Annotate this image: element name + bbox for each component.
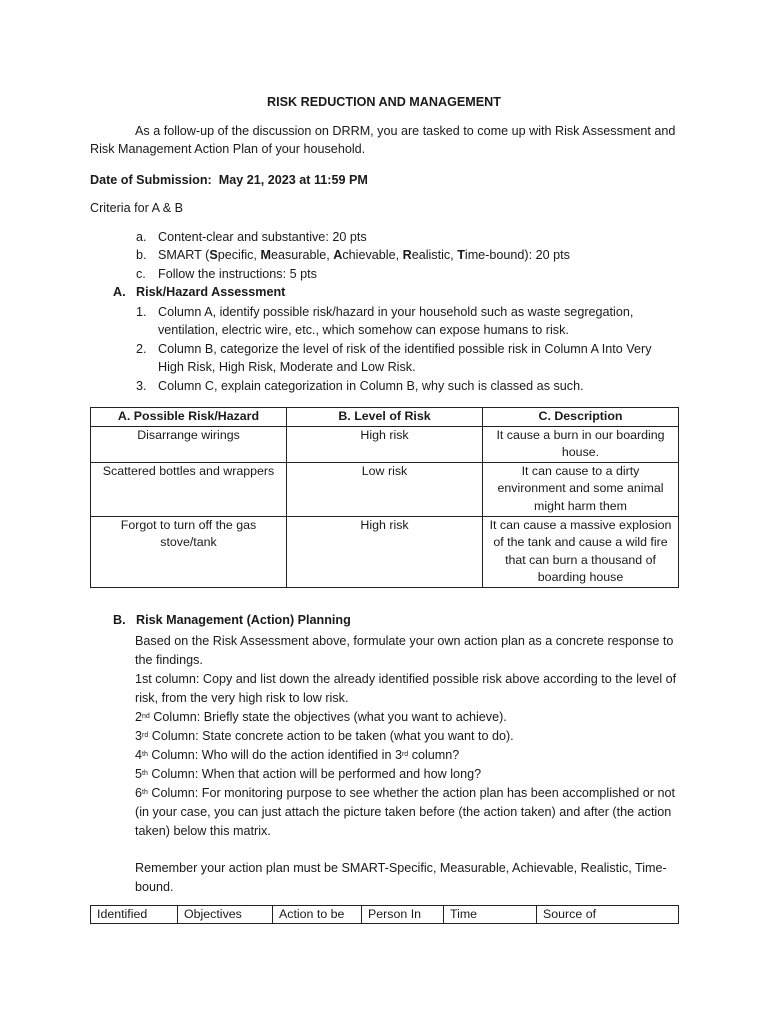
column-header-time: Time bbox=[444, 906, 537, 924]
column-5-instruction: 5th Column: When that action will be performed and how long? bbox=[135, 767, 482, 781]
instruction-item bbox=[136, 340, 678, 377]
action-plan-table bbox=[90, 905, 679, 924]
intro-paragraph: As a follow-up of the discussion on DRRM, you are tasked to come up with Risk Assessment and Risk Management Action Plan of your household. bbox=[90, 124, 676, 157]
paragraph-gap bbox=[135, 841, 680, 859]
submission-date-label: Date of Submission: bbox=[90, 173, 212, 187]
level-cell: Low risk bbox=[287, 462, 483, 516]
document-title: RISK REDUCTION AND MANAGEMENT bbox=[267, 95, 501, 109]
risk-assessment-table bbox=[90, 407, 679, 588]
criteria-item-text: SMART (Specific, Measurable, Achievable, Realistic, Time-bound): 20 pts bbox=[158, 248, 570, 263]
criteria-heading: Criteria for A & B bbox=[90, 201, 184, 215]
column-header-possible-risk: A. Possible Risk/Hazard bbox=[91, 408, 287, 427]
section-b-intro: Based on the Risk Assessment above, formulate your own action plan as a concrete response to the findings. bbox=[135, 634, 674, 667]
column-header-action: Action to be bbox=[273, 906, 362, 924]
column-2-instruction: 2nd Column: Briefly state the objectives (what you want to achieve). bbox=[135, 710, 507, 724]
instruction-item bbox=[136, 303, 678, 340]
instruction-text: Column C, explain categorization in Column B, why such is classed as such. bbox=[158, 378, 584, 393]
section-b-heading bbox=[113, 613, 351, 627]
column-4-instruction: 4th Column: Who will do the action identified in 3rd column? bbox=[135, 748, 460, 762]
submission-date-value: May 21, 2023 at 11:59 PM bbox=[218, 173, 368, 187]
level-cell: High risk bbox=[287, 516, 483, 587]
column-1-instruction: 1st column: Copy and list down the already identified possible risk above according to the level of risk, from the very high risk to low risk. bbox=[135, 672, 677, 705]
section-a-instructions bbox=[136, 303, 678, 395]
column-header-level-of-risk: B. Level of Risk bbox=[287, 408, 483, 427]
criteria-item-text: Follow the instructions: 5 pts bbox=[158, 266, 317, 281]
description-cell: It can cause to a dirty environment and some animal might harm them bbox=[483, 462, 679, 516]
criteria-item-label: b. bbox=[136, 248, 147, 263]
criteria-list bbox=[136, 228, 678, 283]
column-header-person: Person In bbox=[362, 906, 444, 924]
column-header-identified: Identified bbox=[91, 906, 178, 924]
description-cell: It cause a burn in our boarding house. bbox=[483, 426, 679, 462]
column-header-description: C. Description bbox=[483, 408, 679, 427]
risk-cell: Forgot to turn off the gas stove/tank bbox=[91, 516, 287, 587]
column-6-instruction: 6th Column: For monitoring purpose to see whether the action plan has been accomplished or not (in your case, you can just attach the picture taken before (the action taken) and after (the action taken) below this matrix. bbox=[135, 786, 676, 838]
level-cell: High risk bbox=[287, 426, 483, 462]
criteria-item-label: a. bbox=[136, 230, 147, 244]
risk-cell: Scattered bottles and wrappers bbox=[91, 462, 287, 516]
table-header-row bbox=[91, 906, 679, 924]
column-3-instruction: 3rd Column: State concrete action to be taken (what you want to do). bbox=[135, 729, 514, 743]
risk-cell: Disarrange wirings bbox=[91, 426, 287, 462]
criteria-item bbox=[136, 265, 678, 283]
table-header-row bbox=[91, 408, 679, 427]
section-a-heading bbox=[113, 285, 285, 299]
criteria-item bbox=[136, 246, 678, 264]
section-b-body bbox=[135, 632, 680, 897]
submission-date bbox=[90, 171, 680, 189]
instruction-number: 2. bbox=[136, 341, 147, 356]
smart-reminder: Remember your action plan must be SMART-Specific, Measurable, Achievable, Realistic, Time-bound. bbox=[135, 861, 667, 894]
criteria-item bbox=[136, 228, 678, 246]
section-b-label: B. bbox=[113, 613, 126, 627]
instruction-text: Column B, categorize the level of risk of the identified possible risk in Column A Into Very High Risk, High Risk, Moderate and Low Risk. bbox=[158, 341, 652, 375]
description-cell: It can cause a massive explosion of the tank and cause a wild fire that can burn a thousand of boarding house bbox=[483, 516, 679, 587]
column-header-objectives: Objectives bbox=[178, 906, 273, 924]
table-row bbox=[91, 462, 679, 516]
instruction-text: Column A, identify possible risk/hazard in your household such as waste segregation, ventilation, electric wire, etc., which somehow can expose humans to risk. bbox=[158, 305, 634, 338]
criteria-item-text: Content-clear and substantive: 20 pts bbox=[158, 230, 367, 244]
section-a-label: A. bbox=[113, 285, 126, 299]
column-header-source: Source of bbox=[537, 906, 679, 924]
instruction-item bbox=[136, 377, 678, 395]
criteria-item-label: c. bbox=[136, 266, 146, 281]
section-a-title: Risk/Hazard Assessment bbox=[136, 285, 286, 299]
instruction-number: 1. bbox=[136, 305, 147, 319]
instruction-number: 3. bbox=[136, 378, 147, 393]
table-row bbox=[91, 516, 679, 587]
table-row bbox=[91, 426, 679, 462]
section-b-title: Risk Management (Action) Planning bbox=[136, 613, 351, 627]
